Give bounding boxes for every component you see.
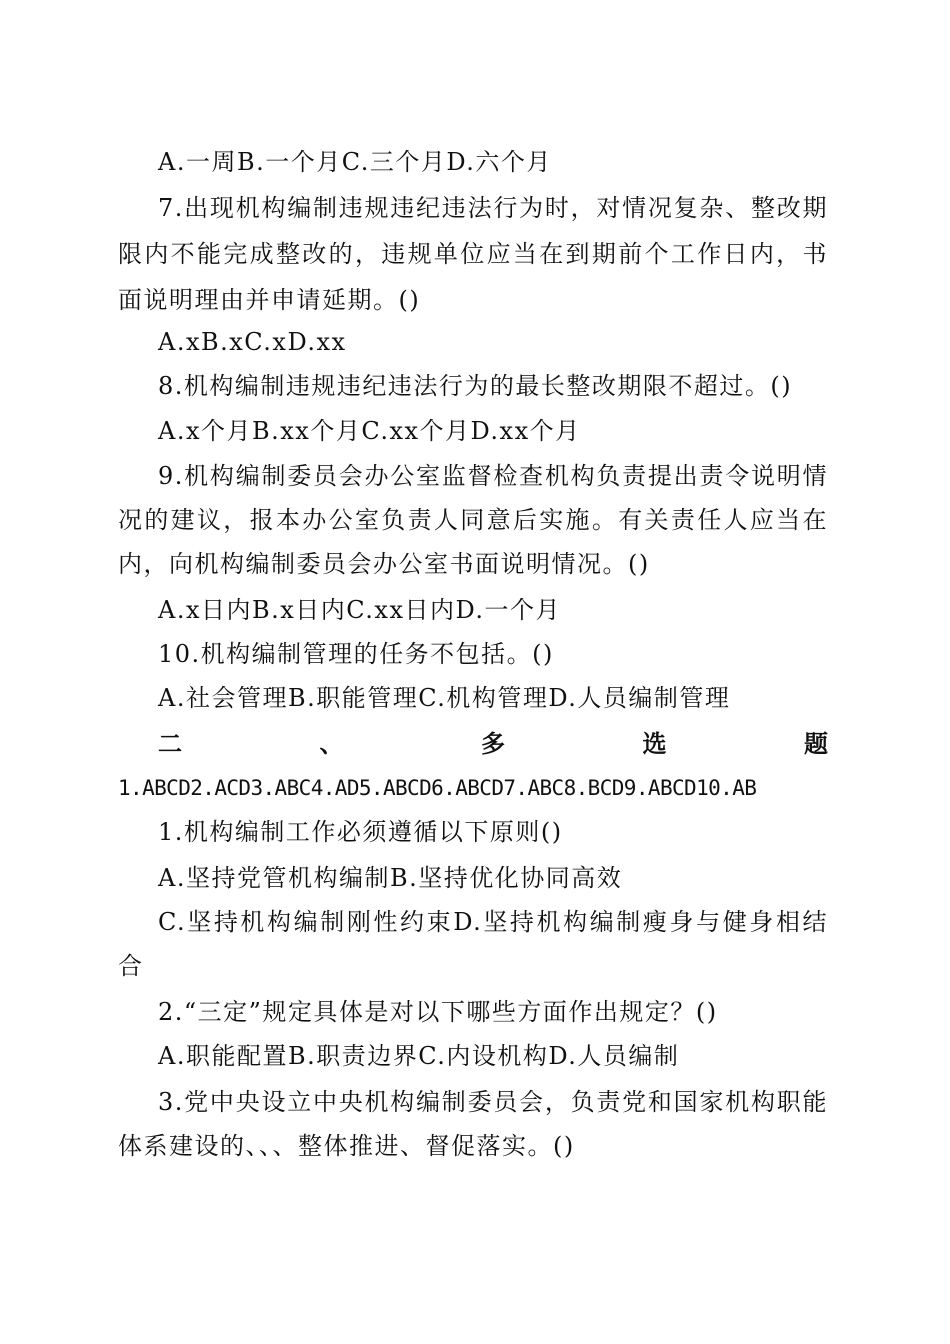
answer-key: 1.ABCD2.ACD3.ABC4.AD5.ABCD6.ABCD7.ABC8.BCD9.ABCD10.AB: [118, 776, 757, 800]
question-7-line-3: 面说明理由并申请延期。(): [118, 286, 421, 314]
question-7-line-1: 7.出现机构编制违规违纪违法行为时，对情况复杂、整改期: [158, 194, 828, 222]
mc-option-line-q1-c: 合: [118, 952, 144, 980]
mc-option-line-q1-a: A.坚持党管机构编制B.坚持优化协同高效: [158, 864, 623, 892]
question-7-line-2: 限内不能完成整改的，违规单位应当在到期前个工作日内，书: [118, 240, 828, 268]
mc-question-3-line-1: 3.党中央设立中央机构编制委员会，负责党和国家机构职能: [158, 1088, 828, 1116]
mc-question-2: 2.“三定”规定具体是对以下哪些方面作出规定？(): [158, 998, 718, 1026]
option-line-q10: A.社会管理B.职能管理C.机构管理D.人员编制管理: [158, 684, 731, 712]
question-9-line-1: 9.机构编制委员会办公室监督检查机构负责提出责令说明情: [158, 462, 828, 490]
option-line-q7: A.xB.xC.xD.xx: [158, 328, 347, 356]
option-line-q9: A.x日内B.x日内C.xx日内D.一个月: [158, 596, 562, 624]
option-line-q6: A.一周B.一个月C.三个月D.六个月: [158, 148, 552, 176]
question-9-line-2: 况的建议，报本办公室负责人同意后实施。有关责任人应当在: [118, 506, 828, 534]
heading-char: 二: [158, 730, 182, 758]
mc-option-line-q1-b: C.坚持机构编制刚性约束D.坚持机构编制瘦身与健身相结: [158, 908, 828, 936]
question-8: 8.机构编制违规违纪违法行为的最长整改期限不超过。(): [158, 372, 793, 400]
question-9-line-3: 内，向机构编制委员会办公室书面说明情况。(): [118, 550, 650, 578]
mc-question-1: 1.机构编制工作必须遵循以下原则(): [158, 818, 563, 846]
heading-char: 题: [804, 730, 828, 758]
question-10: 10.机构编制管理的任务不包括。(): [158, 640, 554, 668]
section-heading-multiple-choice: [158, 722, 828, 766]
option-line-q8: A.x个月B.xx个月C.xx个月D.xx个月: [158, 417, 581, 445]
mc-option-line-q2: A.职能配置B.职责边界C.内设机构D.人员编制: [158, 1042, 680, 1070]
heading-char: 多: [481, 730, 505, 758]
mc-question-3-line-2: 体系建设的、、、整体推进、督促落实。(): [118, 1132, 575, 1160]
heading-char: 、: [319, 730, 344, 758]
heading-char: 选: [642, 730, 667, 758]
